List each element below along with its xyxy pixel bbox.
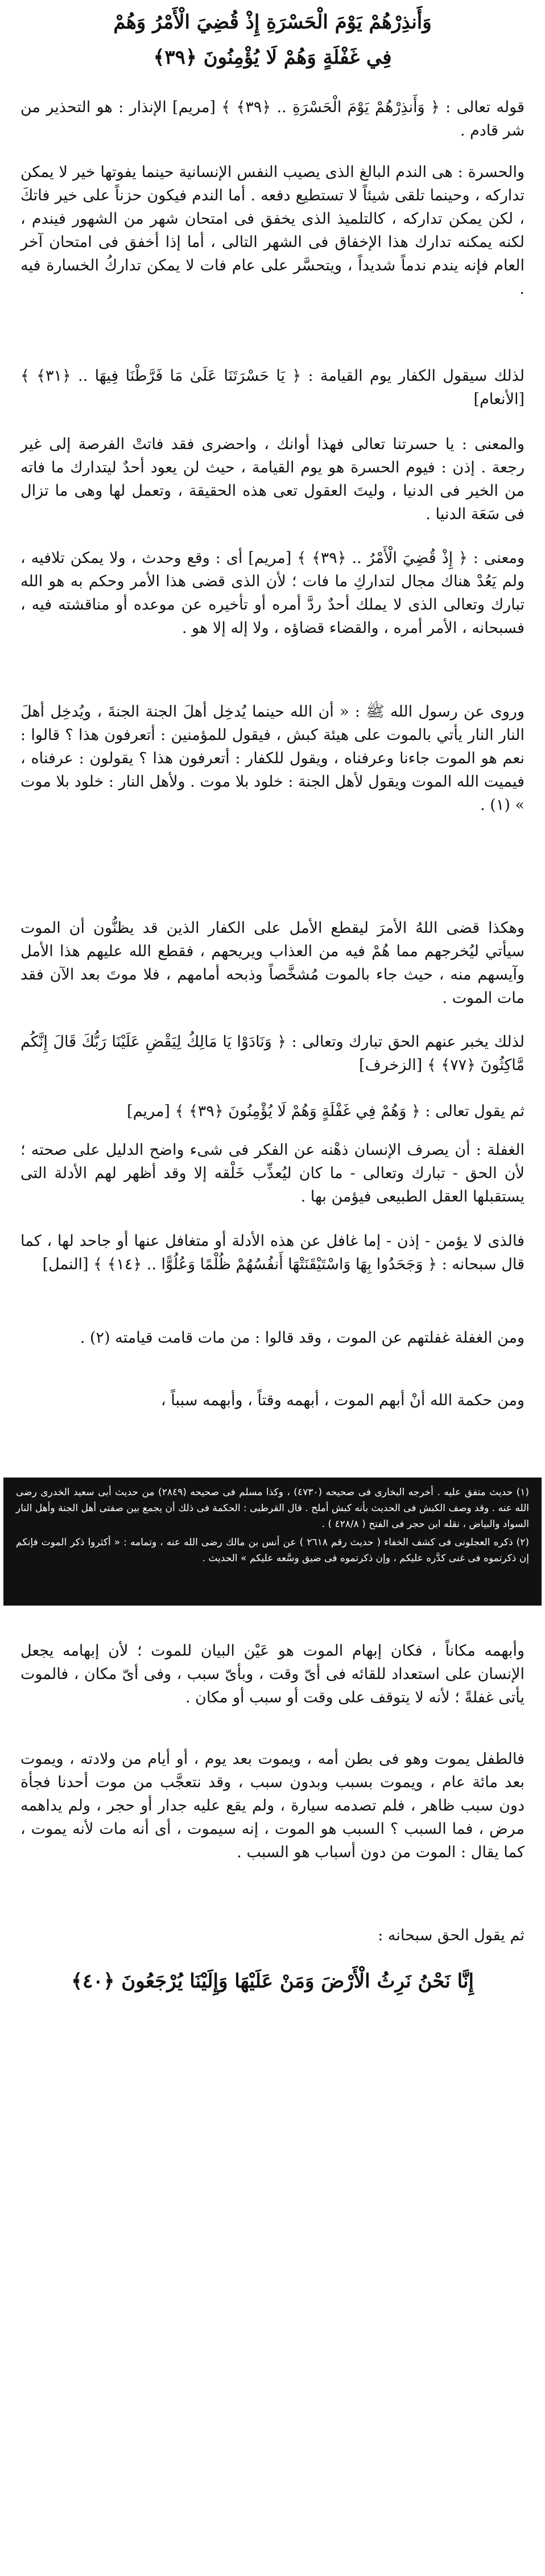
header-verse-line1: وَأَنذِرْهُمْ يَوْمَ الْحَسْرَةِ إِذْ قُضِيَ الْأَمْرُ وَهُمْ <box>113 11 432 34</box>
paragraph-15: فالطفل يموت وهو فى بطن أمه ، ويموت بعد يوم ، أو أيام من ولادته ، ويموت بعد مائة عام ، ويموت بسبب وبدون سبب ، وقد نتعجَّب من موت أحدنا فجأة دون سبب ظاهر ، فلم تصدمه سيارة ، ولم يقع عليه جدار أو حجر ، ولم يداهمه مرض ، فما السبب ؟ السبب هو الموت ، إنه سيموت ، أى أنه مات لأنه يموت ، كما يقال : الموت من دون أسباب هو السبب . <box>20 1750 525 1861</box>
footer-verse-line1: إِنَّا نَحْنُ نَرِثُ الْأَرْضَ وَمَنْ عَلَيْهَا وَإِلَيْنَا يُرْجَعُونَ ﴿٤٠﴾ <box>71 1970 474 1993</box>
header-verse-line2: فِي غَفْلَةٍ وَهُمْ لَا يُؤْمِنُونَ ﴿٣٩﴾ <box>153 46 392 69</box>
paragraph-1: قوله تعالى : ﴿ وَأَنذِرْهُمْ يَوْمَ الْحَسْرَةِ .. ﴿٣٩﴾ ﴾ [مريم] الإنذار : هو التحذير من شر قادم . <box>20 98 525 139</box>
paragraph-6: وروى عن رسول الله ﷺ : « أن الله حينما يُدخِل أهلَ الجنة الجنةَ ، ويُدخِل أهلَ النار النار يأتي بالموت على هيئة كبش ، فيقول للمؤمنين : أتعرفون هذا ؟ قالوا : نعم هو الموت جاءنا وعرفناه ، ويقول للكفار : أتعرفون هذا ؟ يقولون : عرفناه ، فيميت الله الموت ويقول لأهل الجنة : خلود بلا موت . ولأهل النار : خلود بلا موت » (١) . <box>20 703 525 814</box>
footer-verse <box>23 1964 522 1999</box>
paragraph-9: ثم يقول تعالى : ﴿ وَهُمْ فِي غَفْلَةٍ وَهُمْ لَا يُؤْمِنُونَ ﴿٣٩﴾ ﴾ [مريم] <box>127 1102 525 1120</box>
footnote-2: (٢) ذكره العجلونى فى كشف الخفاء ( حديث رقم ٢٦١٨ ) عن أنس بن مالك رضى الله عنه ، وتمامه : « أكثروا ذكر الموت فإنكم إن ذكرتموه فى غنى كدَّره عليكم ، وإن ذكرتموه فى ضيق وسَّعه عليكم » الحديث . <box>16 1537 529 1564</box>
footnotes-box <box>3 1478 542 1606</box>
paragraph-5: ومعنى : ﴿ إِذْ قُضِيَ الْأَمْرُ .. ﴿٣٩﴾ ﴾ [مريم] أى : وقع وحدث ، ولا يمكن تلافيه ، ولم يَعُدْ هناك مجال لتداركِ ما فات ؛ لأن الذى قضى هذا الأمر وحكم به هو الله تبارك وتعالى الذى لا يملك أحدٌ ردَّ أمره أو تأخيره عن موعده أو مناقشته فيه ، فسبحانه ، الأمر أمره ، والقضاء قضاؤه ، ولا إله إلا هو . <box>20 549 525 637</box>
paragraph-8: لذلك يخبر عنهم الحق تبارك وتعالى : ﴿ وَنَادَوْا يَا مَالِكُ لِيَقْضِ عَلَيْنَا رَبُّكَ قَالَ إِنَّكُم مَّاكِثُونَ ﴿٧٧﴾ ﴾ [الزخرف] <box>20 1033 525 1074</box>
paragraph-13: ومن حكمة الله أنْ أبهم الموت ، أبهمه وقتاً ، وأبهمه سبباً ، <box>160 1392 525 1409</box>
paragraph-4: والمعنى : يا حسرتنا تعالى فهذا أوانك ، واحضرى فقد فاتتْ الفرصة إلى غير رجعة . إذن : فيوم الحسرة هو يوم القيامة ، حيث لن يعود أحدٌ ليتدارك ما فاته من الخير فى الدنيا ، وليتَ العقول تعى هذه الحقيقة ، وتعمل لها وهى ما تزال فى سَعَة الدنيا . <box>20 435 525 523</box>
paragraph-2: والحسرة : هى الندم البالغ الذى يصيب النفس الإنسانية حينما يفوتها خير لا يمكن تداركه ، وحينما تلقى شيئاً لا تستطيع دفعه . أما الندم فيكون حزناً على خير فاتكَ ، لكن يمكن تداركه ، كالتلميذ الذى يخفق فى امتحان شهر من الشهور فيندم ، لكنه يمكنه تدارك هذا الإخفاق فى الشهر التالى ، أما إذا أخفق فى امتحان آخر العام فإنه يندم ندماً شديداً ، ويتحسَّر على عام فات لا يمكن تداركُ الخسارة فيه . <box>20 163 525 298</box>
paragraph-10: الغفلة : أن يصرف الإنسان ذهْنه عن الفكر فى شىء واضح الدليل على صحته ؛ لأن الحق - تبارك وتعالى - ما كان ليُعذِّب خَلْقه إلا وقد أظهر لهم الأدلة التى يستقبلها العقل الطبيعى فيؤمن بها . <box>20 1141 525 1205</box>
paragraph-11: فالذى لا يؤمن - إذن - إما غافل عن هذه الأدلة أو متغافل عنها أو جاحد لها ، كما قال سبحانه : ﴿ وَجَحَدُوا بِهَا وَاسْتَيْقَنَتْهَا أَنفُسُهُمْ ظُلْمًا وَعُلُوًّا .. ﴿١٤﴾ ﴾ [النمل] <box>20 1232 525 1273</box>
paragraph-3: لذلك سيقول الكفار يوم القيامة : ﴿ يَا حَسْرَتَنَا عَلَىٰ مَا فَرَّطْنَا فِيهَا .. ﴿٣١﴾ ﴾ [الأنعام] <box>20 367 525 408</box>
paragraph-12: ومن الغفلة غفلتهم عن الموت ، وقد قالوا : من مات قامت قيامته (٢) . <box>80 1329 525 1347</box>
paragraph-16: ثم يقول الحق سبحانه : <box>378 1927 525 1944</box>
paragraph-14: وأبهمه مكاناً ، فكان إبهام الموت هو عَيْن البيان للموت ؛ لأن إبهامه يجعل الإنسان على استعداد للقائه فى أىّ وقت ، وبأىّ سبب ، وفى أىّ مكان ، فالموت يأتى غفلةً ؛ لأنه لا يتوقف على وقت أو سبب أو مكان . <box>20 1642 525 1706</box>
footnote-1: (١) حديث متفق عليه . أخرجه البخارى فى صحيحه (٤٧٣٠) ، وكذا مسلم فى صحيحه (٢٨٤٩) من حديث أبى سعيد الخدرى رضى الله عنه . وقد وصف الكبش فى الحديث بأنه كبش أملح . قال القرطبى : الحكمة فى ذلك أن يجمع بين صفتى أهل الجنة وأهل النار السواد والبياض ، نقله ابن حجر فى الفتح ( ٤٢٨/٨ ) . <box>16 1487 530 1530</box>
header-verse <box>23 5 522 75</box>
paragraph-7: وهكذا قضى اللهُ الأمرَ ليقطع الأمل على الكفار الذين قد يظنُّون أن الموت سيأتي ليُخرجهم مما هُمْ فيه من العذاب ويريحهم ، فقطع الله عليهم هذا الأمل وآيسهم منه ، حيث جاء بالموت مُشخَّصاً وذبحه أمامهم ، فلا موتَ بعد الآن فقد مات الموت . <box>20 919 525 1007</box>
